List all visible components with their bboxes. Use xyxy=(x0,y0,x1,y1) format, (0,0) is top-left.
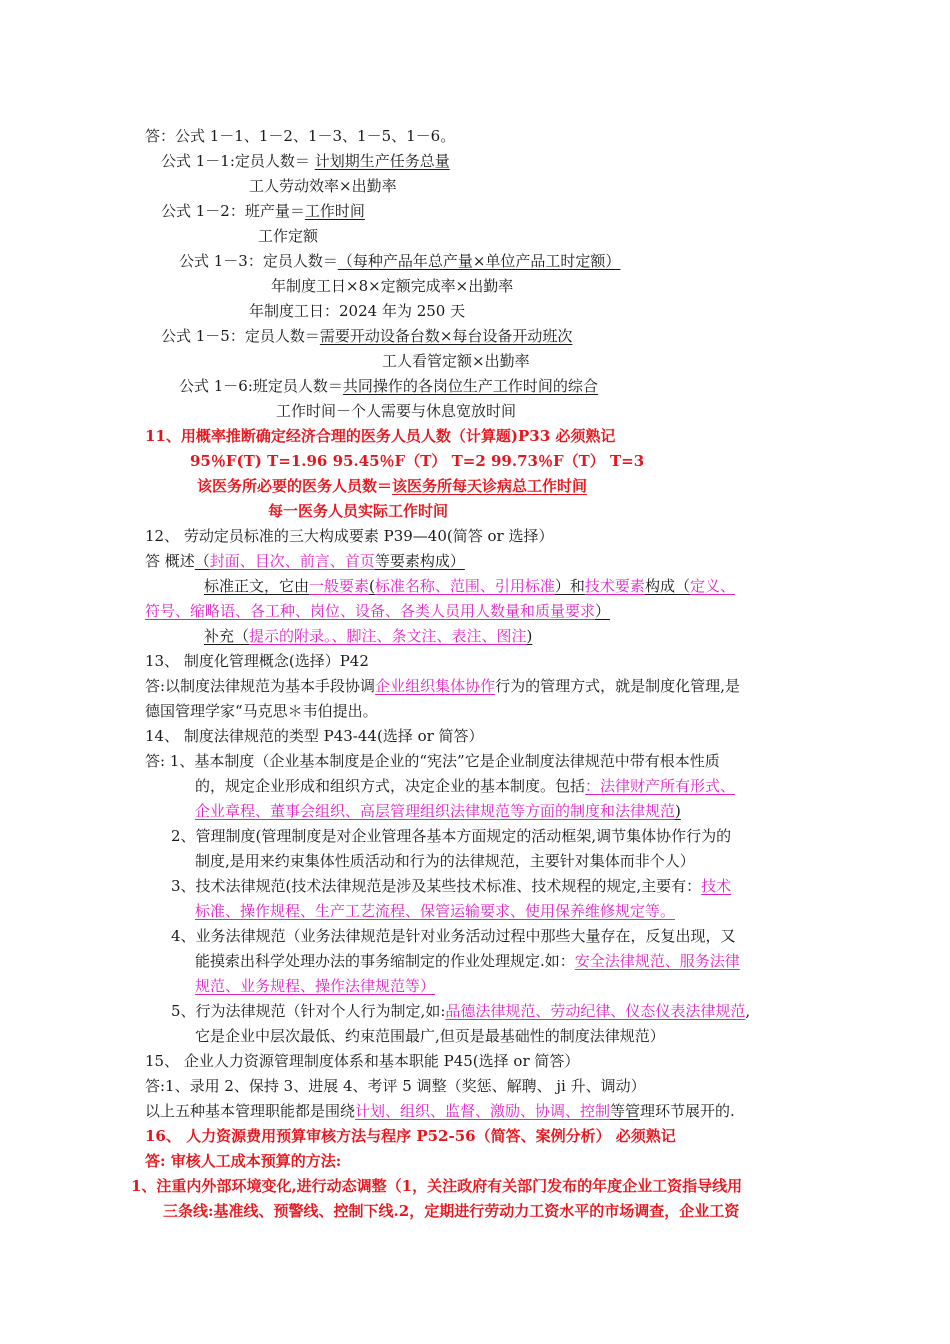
text-segment: 符号、缩略语、各工种、岗位、设备、各类人员用人数量和质量要求 xyxy=(145,602,596,620)
text-segment: 它是企业中层次最低、约束范围最广,但页是最基础性的制度法律规范） xyxy=(195,1027,665,1045)
text-line xyxy=(163,1200,739,1222)
text-segment: 品德法律规范、劳动纪律、仪态仪表法律规范 xyxy=(445,1002,746,1020)
formula-line xyxy=(179,375,598,397)
text-segment: 等管 xyxy=(610,1102,641,1120)
text-segment: 答: 审核人工成本预算的方法: xyxy=(145,1152,342,1170)
text-line xyxy=(145,700,378,722)
text-segment: 3、技术法律规范(技术法律规范是涉及某些技术标准、技术规程的规定,主要有： xyxy=(171,877,702,895)
text-segment: 公式 1－3：定员人数＝ xyxy=(179,252,338,270)
text-segment: ) xyxy=(675,802,681,820)
formula-line xyxy=(179,250,620,272)
text-segment: 技术 xyxy=(701,877,732,895)
section-heading xyxy=(145,425,615,447)
text-segment: 三条线:基准线、预警线、控制下线.2，定期进行劳动力工资水平的市场调查，企业工资 xyxy=(163,1202,740,1220)
text-segment: 答:以制度法律规范为基本手段协调 xyxy=(145,677,376,695)
text-segment: 12、 劳动定员标准的三大构成要素 P39—40(简答 or 选择） xyxy=(145,527,554,545)
section-heading xyxy=(145,525,553,547)
section-heading xyxy=(145,650,369,672)
text-line xyxy=(195,900,675,922)
text-segment: 2、管理制度(管理制度是对企业管理各基本方面规定的活动框架,调节集体协作行为的 xyxy=(171,827,732,845)
text-line xyxy=(145,550,465,572)
formula-denominator xyxy=(271,275,513,297)
text-segment: ）和 xyxy=(554,577,585,595)
text-line xyxy=(171,825,731,847)
text-line xyxy=(145,750,720,772)
text-segment: 公式 1－1:定员人数＝ xyxy=(161,152,315,170)
formula-line xyxy=(190,450,644,472)
text-line xyxy=(171,1000,750,1022)
text-line xyxy=(145,600,610,622)
text-segment: （每种产品年总产量×单位产品工时定额） xyxy=(337,252,621,270)
formula-line xyxy=(161,150,450,172)
text-segment: 需要开动设备台数×每台设备开动班次 xyxy=(319,327,573,345)
formula-denominator xyxy=(268,500,448,522)
text-segment: 工人看管定额×出勤率 xyxy=(382,352,530,370)
text-segment: 标准名称、范围、引用标准 xyxy=(374,577,555,595)
text-segment: 标准正文，它由 xyxy=(204,577,310,595)
text-line xyxy=(204,625,532,647)
text-segment: 提示的附录。、脚注、条文注、表注、图注 xyxy=(249,627,527,645)
formula-denominator xyxy=(276,400,516,422)
text-segment: 5、行为法律规范（针对个人行为制定,如: xyxy=(171,1002,446,1020)
formula-line xyxy=(197,475,587,497)
text-segment: ：法律财产所有形式、 xyxy=(585,777,736,795)
text-segment: 行为的管理方式，就是制度化管理,是 xyxy=(495,677,740,695)
formula-line xyxy=(161,200,365,222)
text-segment: 15、 企业人力资源管理制度体系和基本职能 P45(选择 or 简答） xyxy=(145,1052,580,1070)
text-segment: 能摸索出科学处理办法的事务缩制定的作业处理规定.如： xyxy=(195,952,575,970)
text-segment: 答 概述 xyxy=(145,552,195,570)
text-segment: 理环节展开的. xyxy=(640,1102,735,1120)
text-segment: 年制度工日×8×定额完成率×出勤率 xyxy=(271,277,514,295)
text-segment: 封面、目次、前言、首页 xyxy=(209,552,375,570)
text-line xyxy=(145,1075,646,1097)
text-segment: ） xyxy=(595,602,611,620)
text-line xyxy=(195,850,695,872)
text-segment: 的，规定企业形成和组织方式，决定企业的基本制度。包括 xyxy=(195,777,586,795)
text-segment: 共同操作的各岗位生产工作时间的综合 xyxy=(342,377,598,395)
text-segment: 德国管理学家“马克思＊韦伯提出。 xyxy=(145,702,378,720)
text-segment: 答: 1、基本制度（企业基本制度是企业的“宪法”它是企业制度法律规范中带有根本性质 xyxy=(145,752,720,770)
text-line xyxy=(195,975,435,997)
text-segment: 企业章程、董事会组织、高层管理组织法律规范等方面的制度和法律规范 xyxy=(195,802,676,820)
text-segment: 11、用概率推断确定经济合理的医务人员人数（计算题)P33 必须熟记 xyxy=(145,427,616,445)
text-segment: 工作时间 xyxy=(304,202,365,220)
text-line xyxy=(131,1175,742,1197)
text-line xyxy=(195,775,735,797)
text-segment: 以上五种基本管理职能都是围绕 xyxy=(145,1102,356,1120)
text-segment: 安全法律规范、服务法律 xyxy=(574,952,740,970)
text-line xyxy=(171,925,736,947)
text-segment: 13、 制度化管理概念(选择）P42 xyxy=(145,652,369,670)
text-segment: ( xyxy=(369,577,375,595)
section-heading xyxy=(145,1125,676,1147)
text-segment: 95％F(T) T=1.96 95.45％F（T） T=2 99.73％F（T） T=3 xyxy=(190,452,645,470)
text-segment: 该医务所每天诊病总工作时间 xyxy=(392,477,588,495)
text-line xyxy=(145,1150,341,1172)
text-segment: 计划期生产任务总量 xyxy=(314,152,450,170)
section-heading xyxy=(145,725,484,747)
text-segment: 每一医务人员实际工作时间 xyxy=(268,502,449,520)
text-line xyxy=(145,125,455,147)
text-segment: 补充（ xyxy=(204,627,250,645)
section-heading xyxy=(145,1050,579,1072)
text-segment: 构成（ xyxy=(644,577,690,595)
text-line xyxy=(145,675,740,697)
text-segment: （ xyxy=(194,552,210,570)
text-segment: 公式 1－5：定员人数＝ xyxy=(161,327,320,345)
text-segment: 规范、业务规程、操作法律规范等） xyxy=(195,977,436,995)
text-segment: , xyxy=(745,1002,751,1020)
text-segment: 制度,是用来约束集体性质活动和行为的法律规范，主要针对集体而非个人） xyxy=(195,852,695,870)
text-segment: 技术要素 xyxy=(584,577,645,595)
text-segment: 标准、操作规程、生产工艺流程、保管运输要求、使用保养维修规定等。 xyxy=(195,902,676,920)
text-segment: 计划、组织、监督、激励、协调、控制 xyxy=(355,1102,611,1120)
text-segment: 16、 人力资源费用预算审核方法与程序 P52-56（简答、案例分析） 必须熟记 xyxy=(145,1127,676,1145)
text-segment: 工作定额 xyxy=(258,227,319,245)
text-segment: 公式 1－2：班产量＝ xyxy=(161,202,305,220)
text-segment: 企业组织集体协作 xyxy=(375,677,496,695)
text-segment: 年制度工日：2024 年为 250 天 xyxy=(249,302,466,320)
text-segment: 工作时间－个人需要与休息宽放时间 xyxy=(276,402,517,420)
formula-denominator xyxy=(258,225,318,247)
formula-denominator xyxy=(249,175,397,197)
text-line xyxy=(195,1025,665,1047)
text-segment: 一般要素 xyxy=(309,577,370,595)
text-segment: 答:1、录用 2、保持 3、进展 4、考评 5 调整（奖惩、解聘、 ji 升、调动） xyxy=(145,1077,646,1095)
text-segment: ) xyxy=(526,627,533,645)
text-line xyxy=(171,875,731,897)
text-segment: 工人劳动效率×出勤率 xyxy=(249,177,397,195)
text-line xyxy=(145,1100,735,1122)
text-line xyxy=(195,950,740,972)
text-segment: 1、注重内外部环境变化,进行动态调整（1，关注政府有关部门发布的年度企业工资指导线用 xyxy=(131,1177,743,1195)
text-segment: 14、 制度法律规范的类型 P43-44(选择 or 简答） xyxy=(145,727,484,745)
formula-denominator xyxy=(382,350,530,372)
text-segment: 等要素构成） xyxy=(374,552,465,570)
text-line xyxy=(204,575,735,597)
text-line xyxy=(195,800,681,822)
text-segment: 答：公式 1－1、1－2、1－3、1－5、1－6。 xyxy=(145,127,456,145)
text-segment: 该医务所必要的医务人员数＝ xyxy=(197,477,393,495)
text-segment: 4、业务法律规范（业务法律规范是针对业务活动过程中那些大量存在，反复出现，又 xyxy=(171,927,736,945)
text-segment: 定义、 xyxy=(689,577,735,595)
text-line xyxy=(249,300,465,322)
text-segment: 公式 1－6:班定员人数＝ xyxy=(179,377,343,395)
formula-line xyxy=(161,325,572,347)
